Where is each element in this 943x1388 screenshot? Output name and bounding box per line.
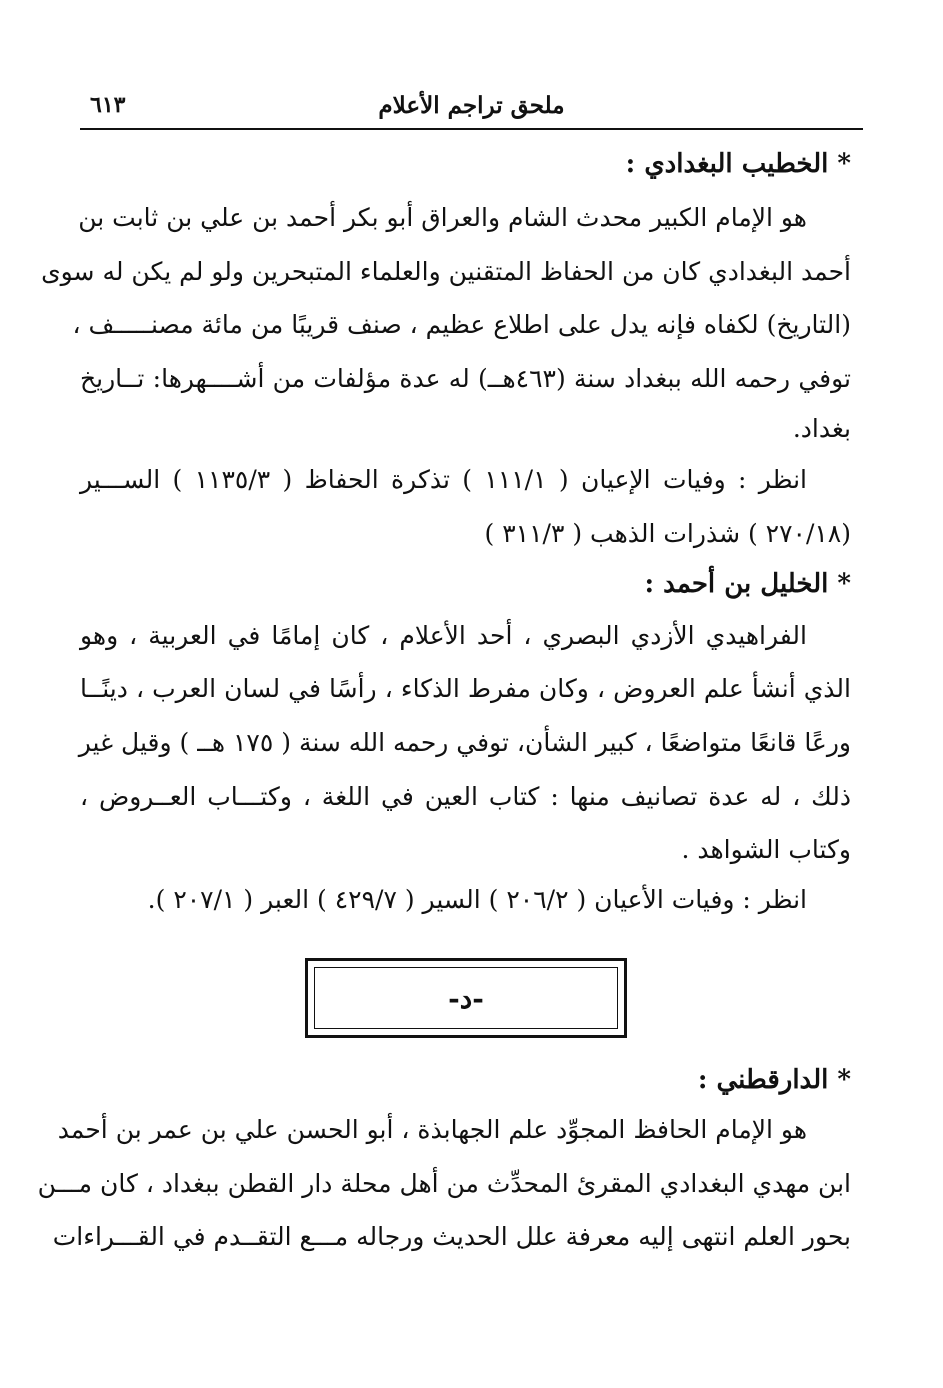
- page-number: ٦١٣: [90, 92, 126, 118]
- page-header: [80, 88, 863, 128]
- entry-heading-khatib: * الخطيب البغدادي :: [625, 149, 851, 179]
- section-letter-box: [305, 958, 627, 1038]
- entry-text-line: ذلك ، له عدة تصانيف منها : كتاب العين في اللغة ، وكتـــاب العــروض ،: [80, 782, 851, 811]
- reference-line: (٢٧٠/١٨ ) شذرات الذهب ( ٣١١/٣ ): [484, 519, 851, 548]
- entry-text-line: هو الإمام الكبير محدث الشام والعراق أبو بكر أحمد بن علي بن ثابت بن: [78, 203, 807, 232]
- entry-heading-khalil: * الخليل بن أحمد :: [644, 569, 851, 599]
- reference-line: انظر : وفيات الإعيان ( ١١١/١ ) تذكرة الحفاظ ( ١١٣٥/٣ ) الســـير: [80, 465, 807, 494]
- entry-text-line: ابن مهدي البغدادي المقرئ المحدِّث من أهل محلة دار القطن ببغداد ، كان مـــن: [37, 1169, 851, 1198]
- section-letter-box-inner: [314, 967, 618, 1029]
- running-title: ملحق تراجم الأعلام: [378, 92, 565, 119]
- entry-text-line: أحمد البغدادي كان من الحفاظ المتقنين والعلماء المتبحرين ولو لم يكن له سوى: [41, 257, 851, 286]
- header-rule: [80, 128, 863, 130]
- section-letter: -د-: [448, 981, 484, 1015]
- entry-text-line: بغداد.: [792, 414, 851, 443]
- entry-text-line: الفراهيدي الأزدي البصري ، أحد الأعلام ، كان إمامًا في العربية ، وهو: [80, 621, 807, 650]
- entry-text-line: توفي رحمه الله ببغداد سنة (٤٦٣هــ) له عدة مؤلفات من أشــــهرها: تــاريخ: [80, 364, 851, 393]
- entry-text-line: (التاريخ) لكفاه فإنه يدل على اطلاع عظيم ، صنف قريبًا من مائة مصنـــــف ،: [72, 310, 851, 339]
- entry-text-line: ورعًا قانعًا متواضعًا ، كبير الشأن، توفي رحمه الله سنة ( ١٧٥ هــ ) وقيل غير: [78, 728, 851, 757]
- entry-text-line: وكتاب الشواهد .: [681, 835, 851, 864]
- entry-text-line: الذي أنشأ علم العروض ، وكان مفرط الذكاء ، رأسًا في لسان العرب ، دينًــا: [80, 674, 851, 703]
- entry-heading-daraqutni: * الدارقطني :: [697, 1065, 851, 1095]
- entry-text-line: بحور العلم انتهى إليه معرفة علل الحديث ورجاله مـــع التقــدم في القـــراءات: [52, 1222, 851, 1251]
- reference-line: انظر : وفيات الأعيان ( ٢٠٦/٢ ) السير ( ٤٢٩/٧ ) العبر ( ٢٠٧/١ ).: [147, 885, 807, 914]
- entry-text-line: هو الإمام الحافظ المجوِّد علم الجهابذة ، أبو الحسن علي بن عمر بن أحمد: [57, 1115, 807, 1144]
